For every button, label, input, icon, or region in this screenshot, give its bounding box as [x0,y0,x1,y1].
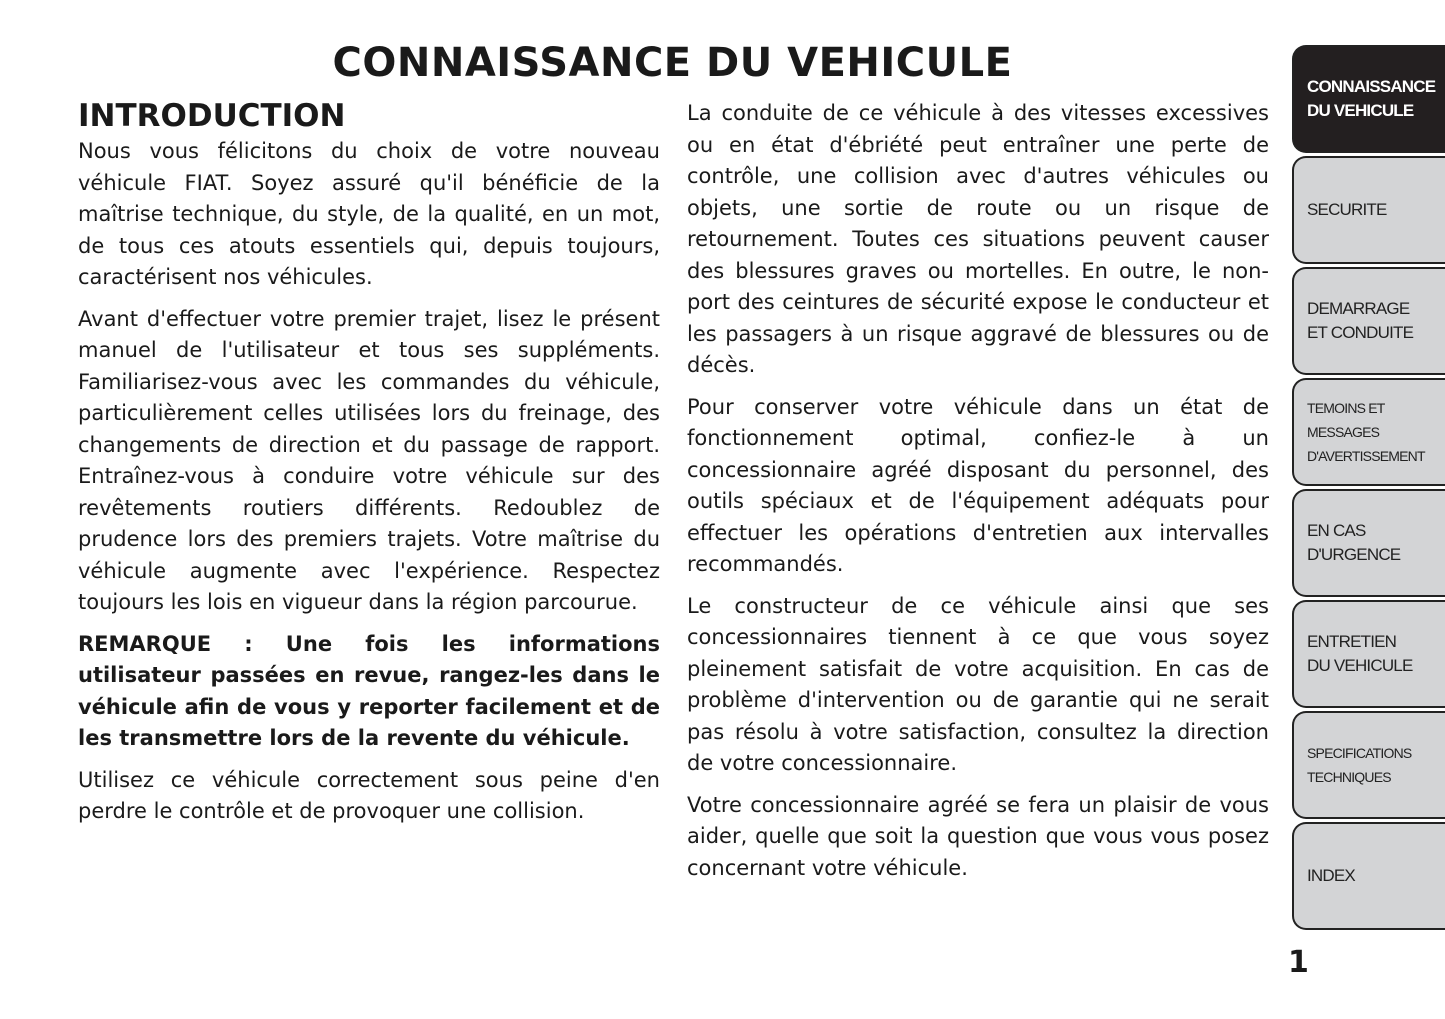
page-number: 1 [1288,945,1309,980]
tab-en-cas-d-urgence[interactable]: EN CAS D'URGENCE [1292,489,1445,597]
tab-connaissance-du-vehicule[interactable]: CONNAISSANCE DU VEHICULE [1292,45,1445,153]
tab-index[interactable]: INDEX [1292,822,1445,930]
tab-entretien-du-vehicule[interactable]: ENTRETIEN DU VEHICULE [1292,600,1445,708]
paragraph: Utilisez ce véhicule correctement sous peine d'en perdre le contrôle et de provoquer une collision. [78,767,660,823]
left-column [78,98,660,838]
note-paragraph: REMARQUE : Une fois les informations utilisateur passées en revue, rangez-les dans le véhicule afin de vous y reporter facilement et de les transmettre lors de la revente du véhicule. [78,631,660,750]
tab-securite[interactable]: SECURITE [1292,156,1445,264]
paragraph: Votre concessionnaire agréé se fera un plaisir de vous aider, quelle que soit la question que vous vous posez concernant votre véhicule. [687,792,1269,880]
paragraph: La conduite de ce véhicule à des vitesses excessives ou en état d'ébriété peut entraîner une perte de contrôle, une collision avec d'autres véhicules ou objets, une sortie de route ou un risque de retournement. Toutes ces situations peuvent causer des blessures graves ou mortelles. En outre, le non-port des ceintures de sécurité expose le conducteur et les passagers à un risque aggravé de blessures ou de décès. [687,101,1269,377]
paragraph: Nous vous félicitons du choix de votre nouveau véhicule FIAT. Soyez assuré qu'il bénéficie de la maîtrise technique, du style, de la qualité, en un mot, de tous ces atouts essentiels qui, depuis toujours, caractérisent nos véhicules. [78,139,660,289]
tab-demarrage-et-conduite[interactable]: DEMARRAGE ET CONDUITE [1292,267,1445,375]
paragraph: Pour conserver votre véhicule dans un état de fonctionnement optimal, confiez-le à un concessionnaire agréé disposant du personnel, des outils spéciaux et de l'équipement adéquats pour effectuer les opérations d'entretien aux intervalles recommandés. [687,394,1269,576]
tab-specifications-techniques[interactable]: SPECIFICATIONS TECHNIQUES [1292,711,1445,819]
paragraph: Le constructeur de ce véhicule ainsi que ses concessionnaires tiennent à ce que vous soyez pleinement satisfait de votre acquisition. En cas de problème d'intervention ou de garantie qui ne serait pas résolu à votre satisfaction, consultez la direction de votre concessionnaire. [687,593,1269,775]
paragraph: Avant d'effectuer votre premier trajet, lisez le présent manuel de l'utilisateur et tous ses suppléments. Familiarisez-vous avec les commandes du véhicule, particulièrement celles utilisées lors du freinage, des changements de direction et du passage de rapport. Entraînez-vous à conduire votre véhicule sur des revêtements routiers différents. Redoublez de prudence lors des premiers trajets. Votre maîtrise du véhicule augmente avec l'expérience. Respectez toujours les lois en vigueur dans la région parcourue. [78,306,660,614]
right-column [687,98,1269,894]
chapter-tabs [1292,45,1445,933]
section-heading: INTRODUCTION [78,98,346,134]
page-title: CONNAISSANCE DU VEHICULE [332,40,1013,86]
tab-temoins-et-messages[interactable]: TEMOINS ET MESSAGES D'AVERTISSEMENT [1292,378,1445,486]
